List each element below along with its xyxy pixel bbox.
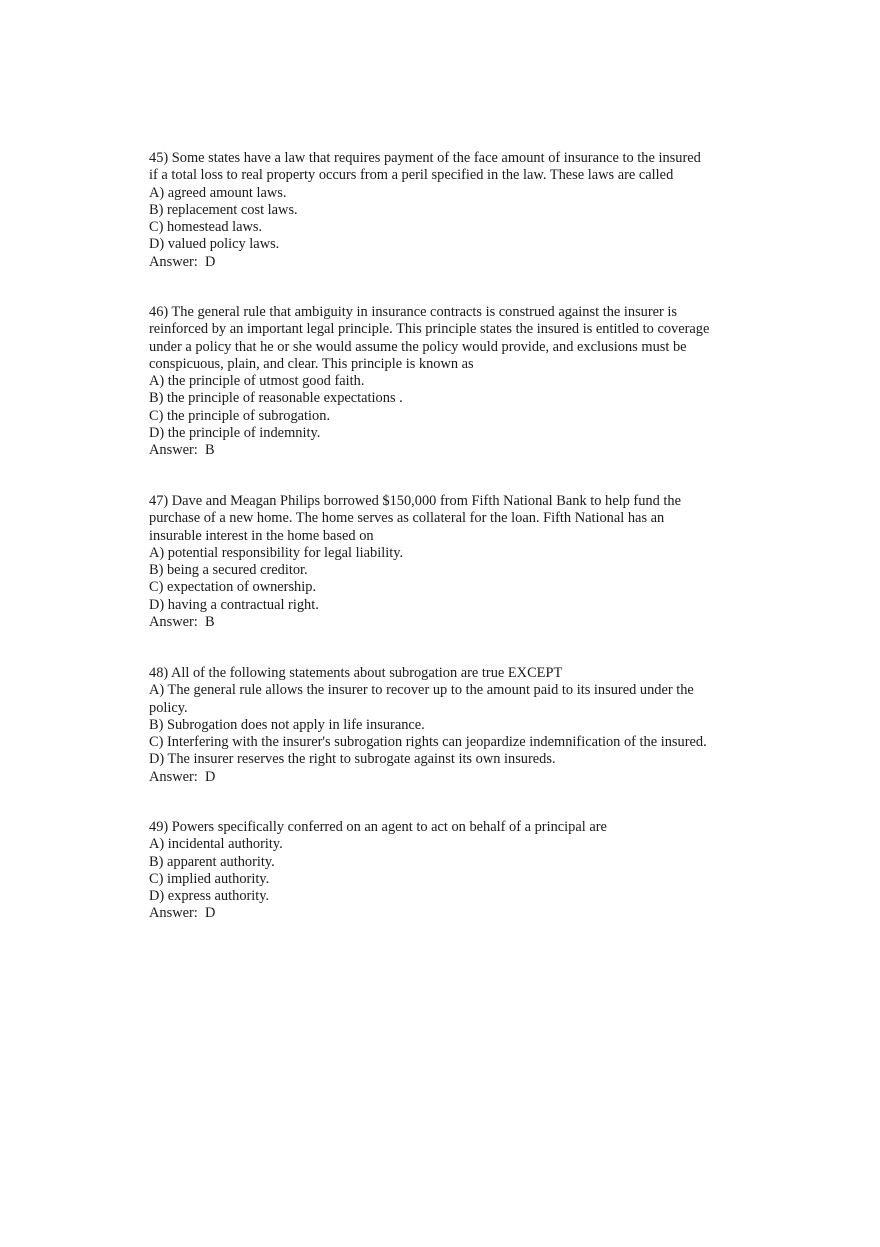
answer-value: D: [204, 905, 216, 922]
question-stem-line: 49) Powers specifically conferred on an agent to act on behalf of a principal are: [149, 819, 607, 835]
answer-line: [149, 769, 749, 786]
answer-value: B: [204, 614, 215, 631]
answer-line: [149, 905, 749, 922]
option-d: D) express authority.: [149, 888, 270, 905]
option-d: D) valued policy laws.: [149, 236, 280, 253]
option-d: D) the principle of indemnity.: [149, 425, 321, 442]
question-stem-line: 45) Some states have a law that requires payment of the face amount of insurance to the insured: [149, 150, 701, 166]
question-stem-line: if a total loss to real property occurs from a peril specified in the law. These laws are called: [149, 167, 674, 184]
option-c: C) homestead laws.: [149, 219, 263, 236]
question-stem-line: 46) The general rule that ambiguity in insurance contracts is construed against the insurer is: [149, 304, 678, 320]
option-a: A) incidental authority.: [149, 836, 283, 853]
option-c: C) expectation of ownership.: [149, 579, 317, 596]
question-stem-line: 48) All of the following statements about subrogation are true EXCEPT: [149, 665, 563, 681]
question-stem-line: reinforced by an important legal principle. This principle states the insured is entitled to coverage: [149, 321, 710, 338]
question-stem-line: 47) Dave and Meagan Philips borrowed $150,000 from Fifth National Bank to help fund the: [149, 493, 681, 509]
answer-label: Answer:: [149, 253, 205, 270]
question-49: [149, 819, 749, 923]
answer-line: [149, 614, 749, 631]
question-45: [149, 150, 749, 271]
answer-value: D: [204, 768, 216, 785]
option-d: D) The insurer reserves the right to subrogate against its own insureds.: [149, 751, 556, 768]
answer-label: Answer:: [149, 768, 205, 785]
question-46: [149, 304, 749, 460]
answer-label: Answer:: [149, 905, 205, 922]
question-stem-line: conspicuous, plain, and clear. This principle is known as: [149, 355, 474, 372]
option-a: A) the principle of utmost good faith.: [149, 373, 365, 390]
option-c: C) the principle of subrogation.: [149, 407, 331, 424]
answer-value: B: [204, 442, 215, 459]
option-b: B) being a secured creditor.: [149, 562, 308, 579]
option-c: C) implied authority.: [149, 870, 270, 887]
question-48: [149, 665, 749, 786]
option-b: B) apparent authority.: [149, 853, 275, 870]
answer-line: [149, 254, 749, 271]
option-d: D) having a contractual right.: [149, 596, 319, 613]
option-a: A) agreed amount laws.: [149, 184, 287, 201]
answer-value: D: [204, 253, 216, 270]
option-a-continuation: policy.: [149, 699, 188, 716]
option-a: A) potential responsibility for legal liability.: [149, 544, 404, 561]
answer-label: Answer:: [149, 442, 205, 459]
question-stem-line: under a policy that he or she would assume the policy would provide, and exclusions must be: [149, 338, 687, 355]
option-a: A) The general rule allows the insurer to recover up to the amount paid to its insured under the: [149, 682, 694, 699]
option-b: B) replacement cost laws.: [149, 201, 298, 218]
question-47: [149, 493, 749, 631]
answer-line: [149, 442, 749, 459]
question-stem-line: purchase of a new home. The home serves as collateral for the loan. Fifth National has an: [149, 510, 665, 527]
option-b: B) the principle of reasonable expectations .: [149, 390, 403, 407]
option-b: B) Subrogation does not apply in life insurance.: [149, 716, 425, 733]
question-stem-line: insurable interest in the home based on: [149, 527, 374, 544]
option-c: C) Interfering with the insurer's subrogation rights can jeopardize indemnification of the insured.: [149, 734, 707, 751]
answer-label: Answer:: [149, 614, 205, 631]
